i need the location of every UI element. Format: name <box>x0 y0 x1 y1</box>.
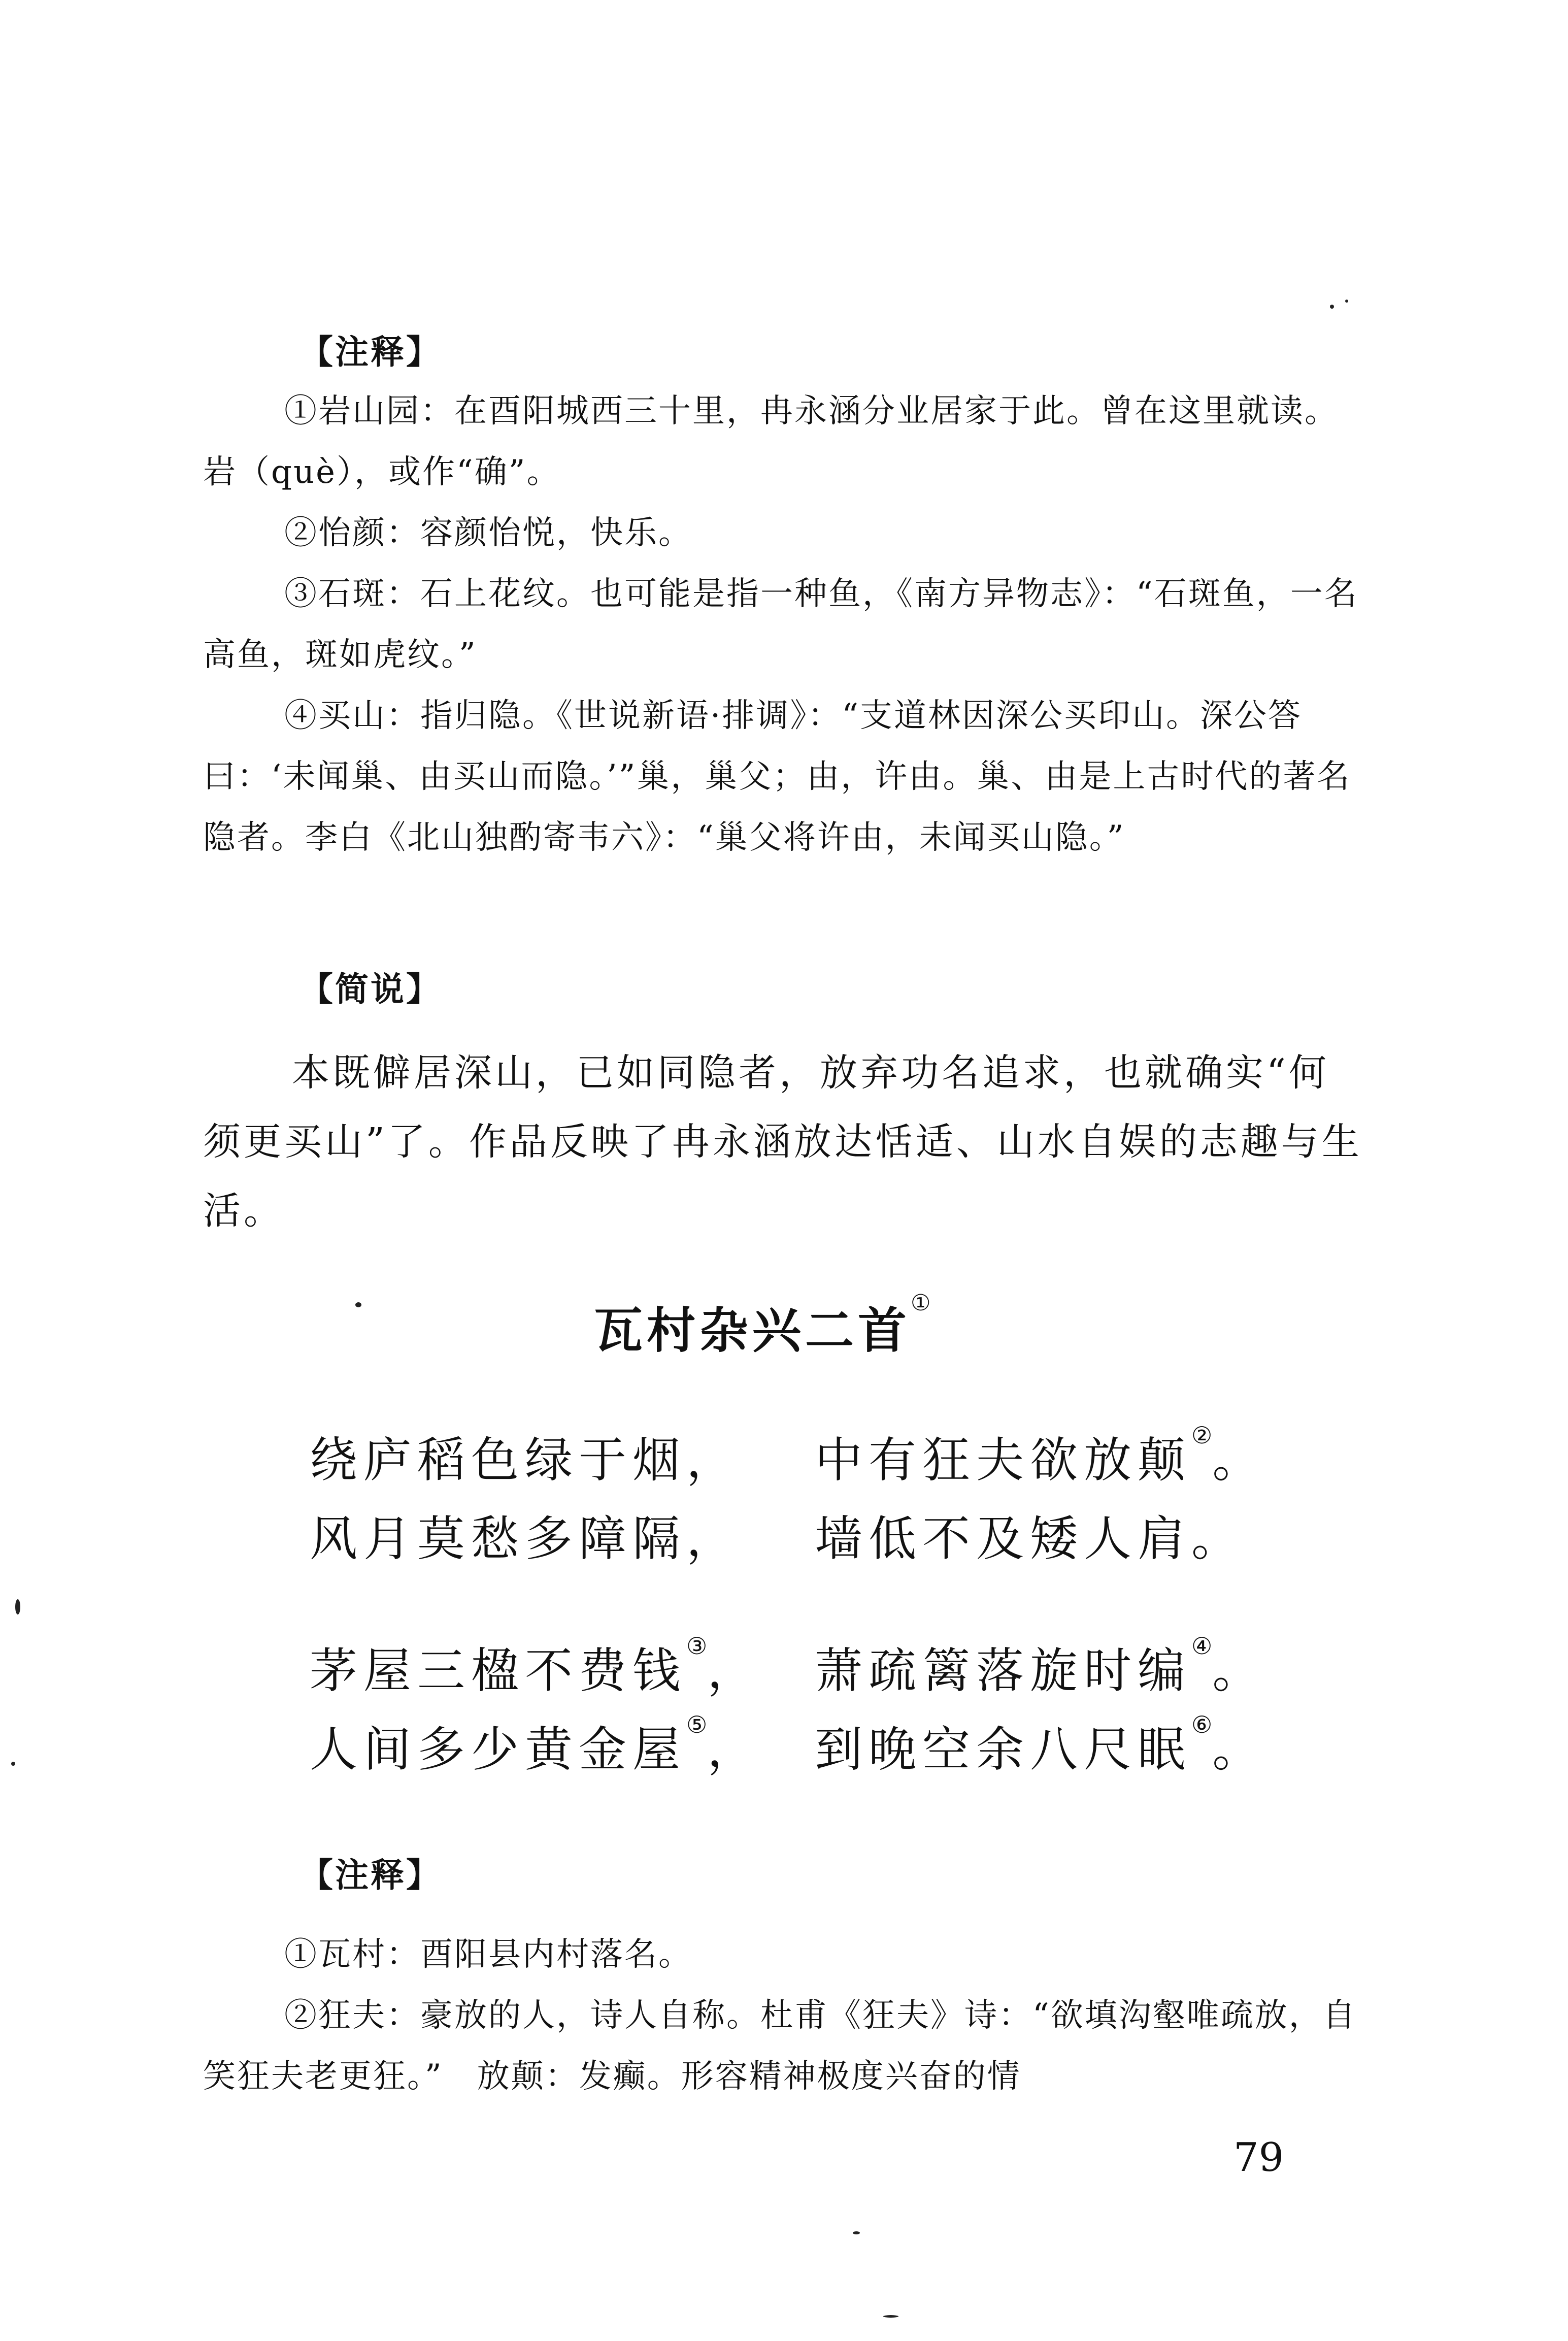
verse-2-1a <box>310 1632 761 1701</box>
scan-speck <box>1330 305 1334 309</box>
verse-2-1a-text: 茅屋三楹不费钱 <box>310 1643 687 1699</box>
verse-2-2b-end: 。 <box>1212 1722 1266 1777</box>
verse-2-2a <box>310 1711 761 1779</box>
verse-1-1b-text: 中有狂夫欲放颠 <box>815 1433 1192 1488</box>
verse-1-1b <box>815 1422 1266 1490</box>
scan-speck <box>883 2315 898 2318</box>
scan-speck <box>15 1599 20 1614</box>
scan-speck <box>11 1762 15 1766</box>
verse-2-1a-end: ， <box>707 1643 761 1699</box>
note-2-1: ①瓦村：酉阳县内村落名。 <box>284 1936 692 1973</box>
verse-2-2a-end: ， <box>707 1722 761 1777</box>
verse-2-1b-note: ④ <box>1191 1632 1213 1660</box>
scan-speck <box>853 2231 860 2234</box>
verse-2-1b <box>815 1632 1266 1701</box>
verse-2-2a-text: 人间多少黄金屋 <box>310 1722 687 1777</box>
poem-title <box>594 1292 935 1362</box>
scan-speck <box>355 1302 361 1307</box>
verse-2-2b <box>815 1711 1266 1779</box>
note-1-1: ①岩山园：在酉阳城西三十里，冉永涵分业居家于此。曾在这里就读。岩（què），或作“确”。 <box>203 392 1339 491</box>
verse-2-2b-text: 到晚空余八尺眠 <box>815 1722 1192 1777</box>
notes-heading-2: 【 注释 】 <box>299 1848 442 1896</box>
verse-1-1b-note: ② <box>1191 1422 1213 1449</box>
note-1-2: ②怡颜：容颜怡悦，快乐。 <box>284 514 692 552</box>
verse-2-2b-note: ⑥ <box>1191 1711 1213 1738</box>
verse-1-2a: 风月莫愁多障隔， <box>310 1511 741 1567</box>
verse-1-1a: 绕庐稻色绿于烟， <box>310 1433 741 1488</box>
verse-2-1a-note: ③ <box>686 1632 708 1660</box>
verse-2-1b-end: 。 <box>1212 1643 1266 1699</box>
brief-paragraph: 本既僻居深山，已如同隐者，放弃功名追求，也就确实“何须更买山”了。作品反映了冉永涵放达恬适、山水自娱的志趣与生活。 <box>203 1051 1362 1233</box>
verse-2-2a-note: ⑤ <box>686 1711 708 1738</box>
note-1-3: ③石斑：石上花纹。也可能是指一种鱼，《南方异物志》：“石斑鱼，一名高鱼，斑如虎纹。” <box>203 575 1358 674</box>
verse-1-1b-end: 。 <box>1212 1433 1266 1488</box>
notes-heading-1: 【 注释 】 <box>299 325 442 373</box>
poem-title-text: 瓦村杂兴二首 <box>594 1302 911 1359</box>
brief-heading: 【 简说 】 <box>299 962 442 1010</box>
verse-1-2b: 墙低不及矮人肩。 <box>815 1511 1246 1567</box>
note-1-4: ④买山：指归隐。《世说新语·排调》：“支道林因深公买印山。深公答曰：‘未闻巢、由买山而隐。’”巢，巢父；由，许由。巢、由是上古时代的著名隐者。李白《北山独酌寄韦六》：“巢父将许由，未闻买山隐。” <box>203 697 1351 856</box>
note-2-2: ②狂夫：豪放的人，诗人自称。杜甫《狂夫》诗：“欲填沟壑唯疏放，自笑狂夫老更狂。” 放颠：发癫。形容精神极度兴奋的情 <box>203 1997 1357 2095</box>
page-number: 79 <box>1233 2135 1284 2181</box>
scan-speck <box>1345 300 1348 303</box>
poem-title-note: ① <box>911 1290 935 1316</box>
verse-2-1b-text: 萧疏篱落旋时编 <box>815 1643 1192 1699</box>
